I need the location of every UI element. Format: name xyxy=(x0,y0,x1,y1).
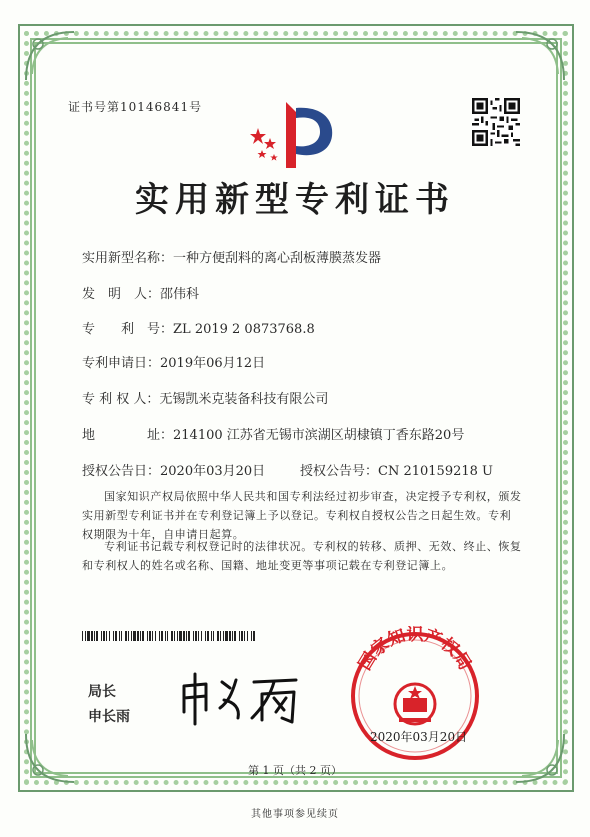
inventor-row xyxy=(82,283,199,302)
filing-date-value: 2019年06月12日 xyxy=(160,356,266,371)
patentee-row xyxy=(82,388,328,407)
cnipa-logo-icon xyxy=(248,98,340,170)
utility-name-label: 实用新型名称： xyxy=(82,251,174,266)
grant-statement-paragraph: 国家知识产权局依照中华人民共和国专利法经过初步审查，决定授予专利权，颁发实用新型专利证书并在专利登记簿上予以登记。专利权自授权公告之日起生效。专利权期限为十年，自申请日起算。 xyxy=(82,490,522,541)
grant-date-label: 授权公告日： xyxy=(82,464,161,479)
svg-text:国家知识产权局 xyxy=(355,626,475,674)
grant-number-row xyxy=(300,460,493,479)
grant-number-value: CN 210159218 U xyxy=(378,464,493,479)
grant-number-label: 授权公告号： xyxy=(300,464,379,479)
address-row xyxy=(82,424,464,443)
national-emblem-icon xyxy=(395,684,435,724)
patent-number-row xyxy=(82,318,315,337)
inventor-label: 发 明 人： xyxy=(82,287,161,302)
official-seal xyxy=(345,626,485,766)
utility-name-value: 一种方便刮料的离心刮板薄膜蒸发器 xyxy=(173,251,382,266)
patent-number-label: 专 利 号： xyxy=(82,322,174,337)
filing-date-row xyxy=(82,352,265,371)
footer-note: 其他事项参见续页 xyxy=(251,809,339,820)
signatory-name: 申长雨 xyxy=(88,709,130,725)
patentee-label: 专 利 权 人： xyxy=(82,392,160,407)
page-number: 第 1 页（共 2 页） xyxy=(248,764,342,777)
patent-number-value: ZL 2019 2 0873768.8 xyxy=(173,322,315,337)
certificate-title: 实用新型专利证书 xyxy=(135,180,455,220)
address-label: 地 址： xyxy=(82,428,174,443)
qr-code xyxy=(472,98,520,146)
patentee-value: 无锡凯米克装备科技有限公司 xyxy=(159,392,329,407)
corner-ornament-top-right xyxy=(512,28,568,84)
grant-date-row xyxy=(82,460,265,479)
inventor-value: 邵伟科 xyxy=(160,287,200,302)
address-value: 214100 江苏省无锡市滨湖区胡棣镇丁香东路20号 xyxy=(173,428,465,443)
certificate-number: 证书号第10146841号 xyxy=(68,100,203,114)
utility-name-row xyxy=(82,247,381,266)
barcode xyxy=(82,631,257,641)
corner-ornament-top-left xyxy=(22,28,78,84)
seal-date: 2020年03月20日 xyxy=(370,730,468,744)
handwritten-signature xyxy=(178,668,308,728)
seal-text: 国家知识产权局 xyxy=(355,626,475,674)
filing-date-label: 专利申请日： xyxy=(82,356,161,371)
legal-status-paragraph: 专利证书记载专利权登记时的法律状况。专利权的转移、质押、无效、终止、恢复和专利权人的姓名或名称、国籍、地址变更等事项记载在专利登记簿上。 xyxy=(82,540,522,572)
signatory-role: 局长 xyxy=(88,684,116,700)
grant-date-value: 2020年03月20日 xyxy=(160,464,266,479)
